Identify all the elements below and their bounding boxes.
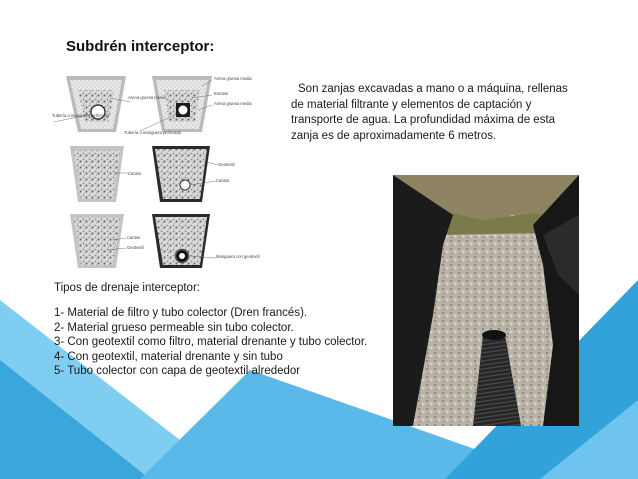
label-tube-right: Tubería o manguera perforada bbox=[124, 130, 181, 135]
trench-photo bbox=[393, 175, 579, 426]
list-item-type-3: 3- Con geotextil como filtro, material drenante y tubo colector. bbox=[54, 336, 368, 348]
trench-2 bbox=[152, 76, 212, 132]
list-item-type-2: 2- Material grueso permeable sin tubo colector. bbox=[54, 321, 294, 334]
trench-4 bbox=[152, 146, 210, 202]
label-sand-1: Arena gruesa media bbox=[128, 95, 166, 100]
list-item-type-5: 5- Tubo colector con capa de geotextil alrededor bbox=[54, 365, 301, 377]
trench-6 bbox=[152, 214, 210, 268]
label-sand-2: Arena gruesa media bbox=[214, 101, 252, 106]
trench-5 bbox=[70, 214, 124, 268]
label-stones: Ematos bbox=[214, 91, 229, 96]
label-cantos-3: Cantos bbox=[127, 235, 141, 240]
label-tube-bottom: Manguera con geotextil bbox=[216, 254, 260, 259]
slide-title: Subdrén interceptor: bbox=[66, 38, 215, 55]
label-geotextile-2: Geotextil bbox=[127, 245, 144, 250]
drain-pipe-opening bbox=[482, 330, 506, 340]
list-item-type-1: 1- Material de filtro y tubo colector (Dren francés). bbox=[54, 307, 308, 319]
label-cantos-2: Cantos bbox=[216, 178, 230, 183]
label-tube-left: Tubería o manguera perforada bbox=[52, 113, 109, 118]
list-item-type-4: 4- Con geotextil, material drenante y sin tubo bbox=[54, 350, 283, 363]
trench-1 bbox=[66, 76, 126, 132]
description-text: Son zanjas excavadas a mano o a máquina, rellenas de material filtrante y elementos de captación y transporte de agua. La profundidad máxima de esta zanja es de aproximadamente 6 metros. bbox=[291, 83, 568, 142]
label-sand-top-right: Arena gruesa media bbox=[214, 76, 252, 81]
label-cantos-1: Cantos bbox=[128, 171, 142, 176]
types-list bbox=[54, 306, 367, 379]
types-heading: Tipos de drenaje interceptor: bbox=[54, 282, 200, 294]
label-geotextile-1: Geotextil bbox=[218, 162, 235, 167]
interceptor-drain-diagram bbox=[52, 68, 272, 278]
trench-3 bbox=[70, 146, 124, 202]
